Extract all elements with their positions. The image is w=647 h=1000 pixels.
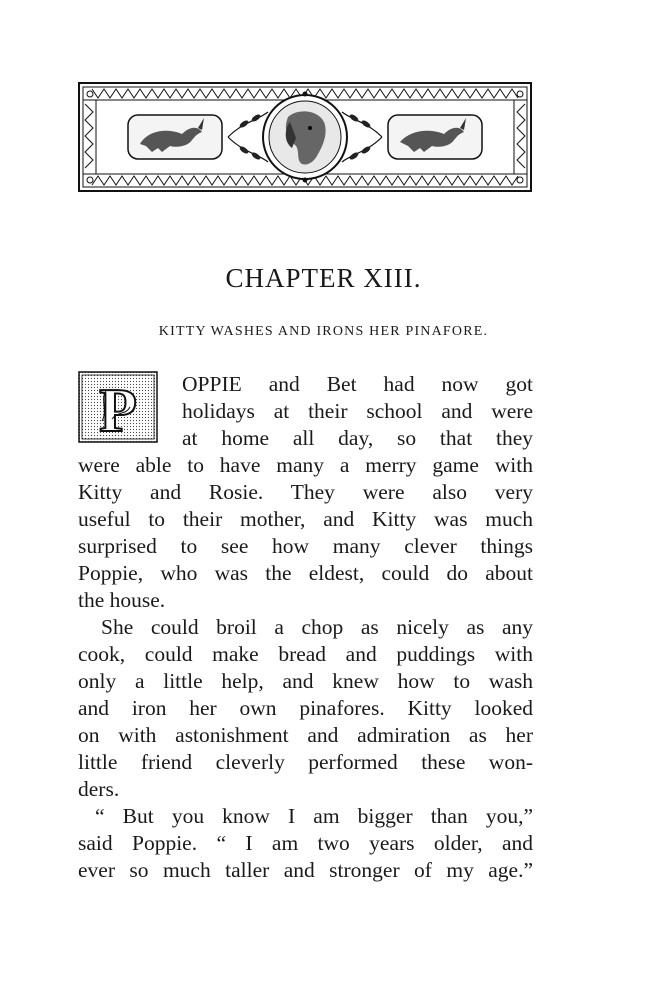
text-line: She could broil a chop as nicely as any: [101, 615, 533, 639]
text-line: Kitty and Rosie. They were also very: [78, 480, 533, 504]
text-line: at home all day, so that they: [182, 426, 533, 450]
text-line: and iron her own pinafores. Kitty looked: [78, 696, 533, 720]
chapter-title: CHAPTER XIII.: [225, 263, 422, 293]
text-line: on with astonishment and admiration as her: [78, 723, 533, 747]
text-line: Poppie, who was the eldest, could do about: [78, 561, 533, 585]
text-line: ders.: [78, 777, 120, 801]
text-line: the house.: [78, 588, 166, 612]
chapter-headpiece-ornament: [78, 82, 532, 192]
text-line: “ But you know I am bigger than you,”: [95, 804, 533, 828]
svg-text:P: P: [99, 377, 137, 443]
text-line: only a little help, and knew how to wash: [78, 669, 533, 693]
text-line: said Poppie. “ I am two years older, and: [78, 831, 533, 855]
chapter-subtitle: KITTY WASHES AND IRONS HER PINAFORE.: [158, 324, 489, 339]
ornamental-drop-cap: [78, 371, 158, 443]
text-line: useful to their mother, and Kitty was much: [78, 507, 533, 531]
text-line: holidays at their school and were: [182, 399, 533, 423]
text-line: surprised to see how many clever things: [78, 534, 533, 558]
text-line: ever so much taller and stronger of my age.”: [78, 858, 533, 882]
text-line: OPPIE and Bet had now got: [182, 372, 533, 396]
text-line: cook, could make bread and puddings with: [78, 642, 533, 666]
text-line: little friend cleverly performed these won-: [78, 750, 533, 774]
text-line: were able to have many a merry game with: [78, 453, 533, 477]
